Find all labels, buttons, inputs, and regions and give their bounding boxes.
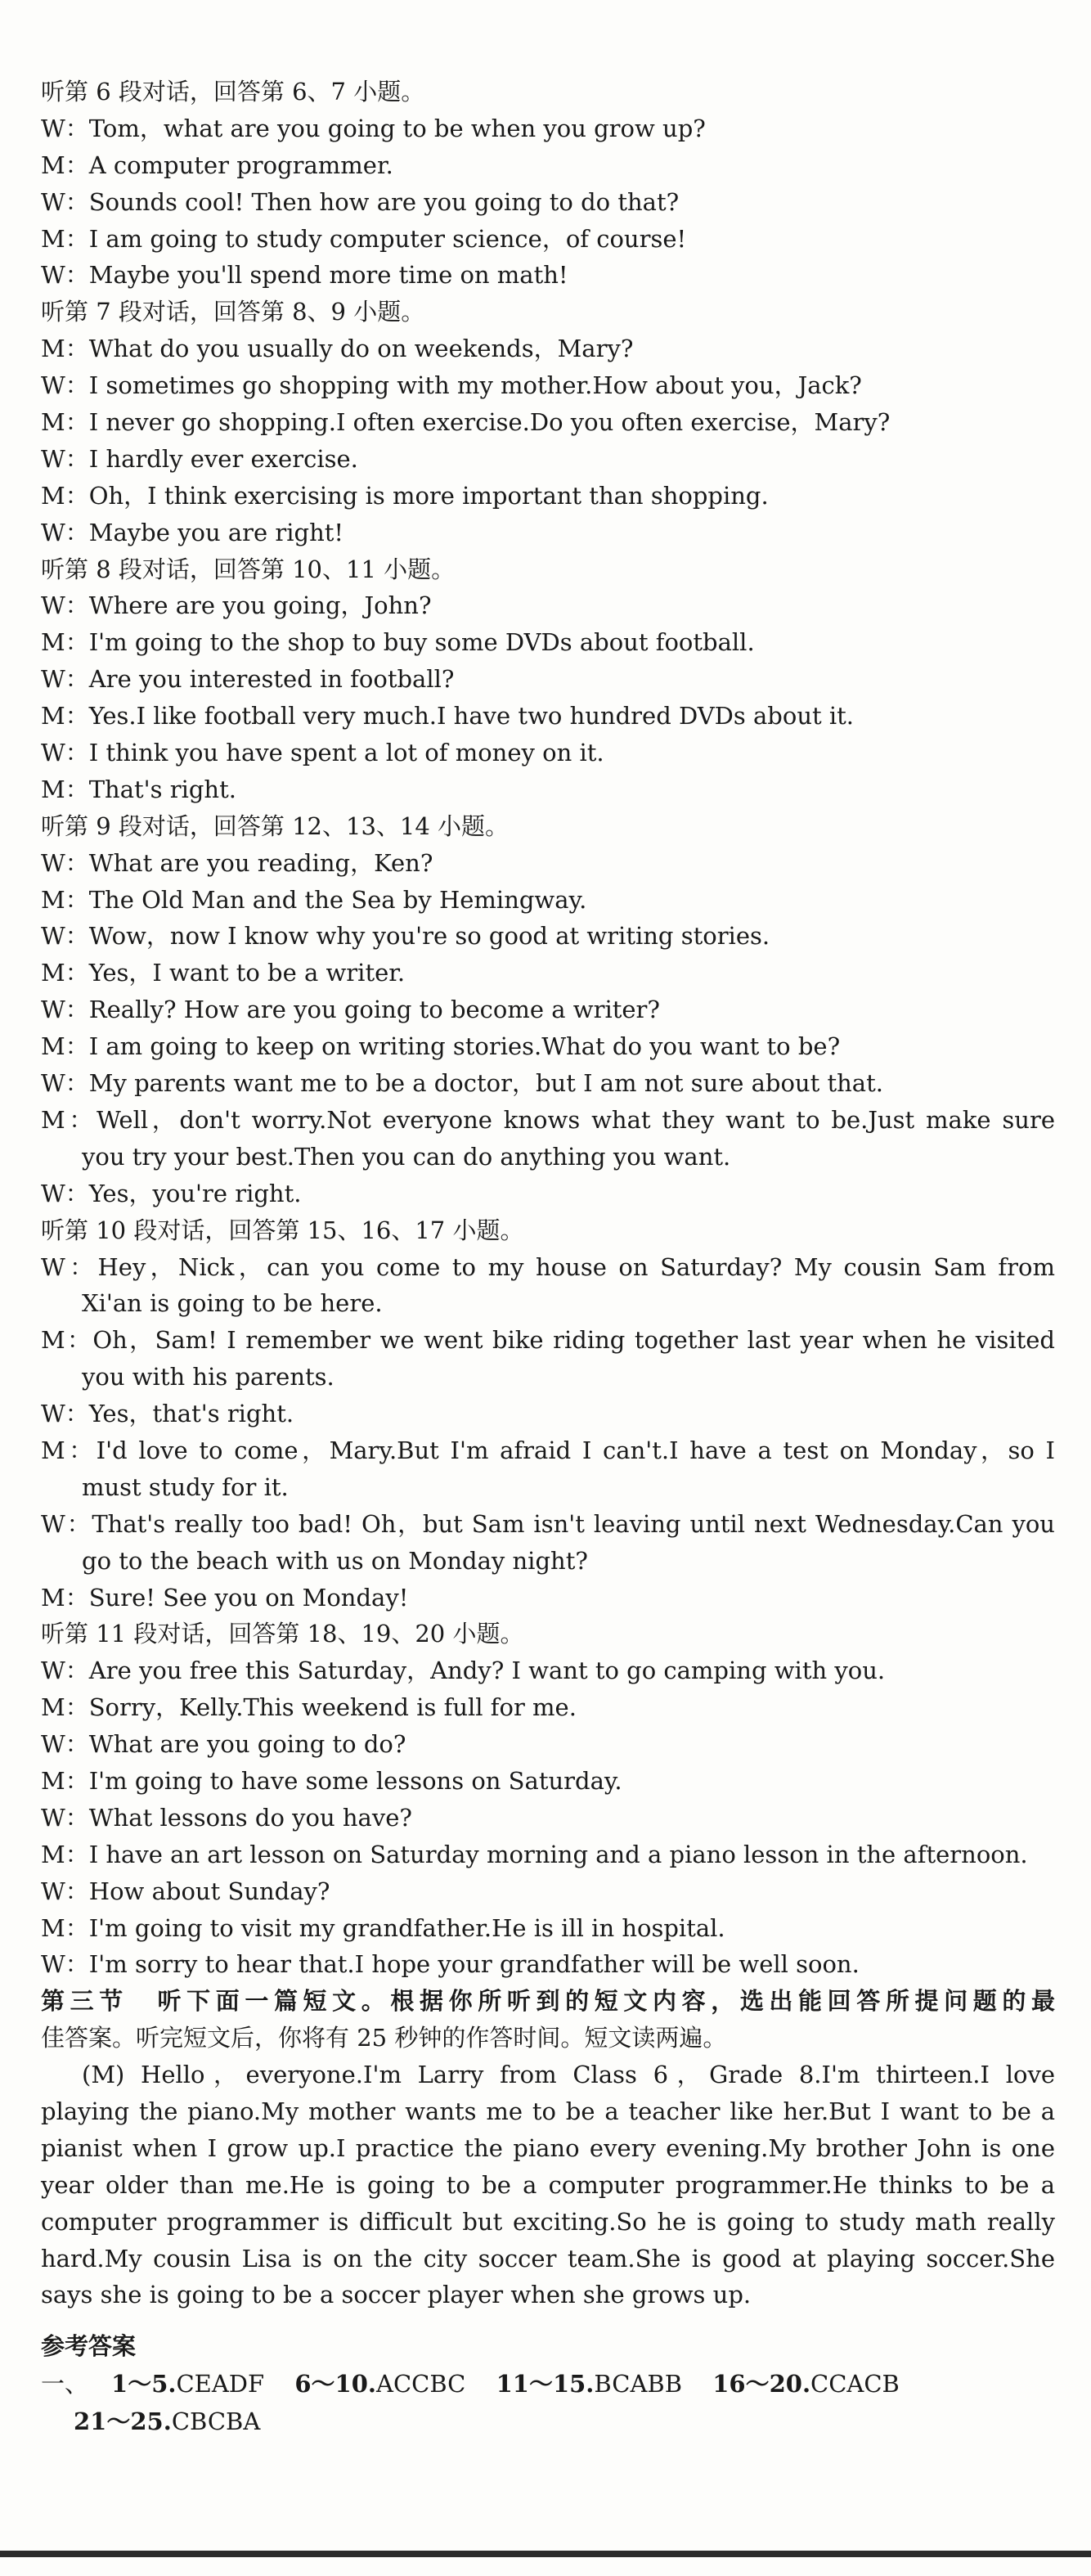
transcript-line: W：I think you have spent a lot of money on it. xyxy=(41,739,604,767)
transcript-line: M：Oh，Sam! I remember we went bike riding together last year when he visited xyxy=(41,1326,1055,1355)
transcript-line: M：I'm going to visit my grandfather.He is ill in hospital. xyxy=(41,1913,725,1942)
transcript-line: W：What are you reading，Ken? xyxy=(41,848,433,877)
transcript-line: you try your best.Then you can do anything you want. xyxy=(82,1142,731,1171)
bottom-rule xyxy=(0,2551,1091,2557)
transcript-line: M：Oh，I think exercising is more important than shopping. xyxy=(41,481,769,510)
answer-keys: ACCBC xyxy=(376,2370,466,2398)
answer-range: 11～15. xyxy=(496,2370,595,2398)
transcript-line: pianist when I grow up.I practice the piano every evening.My brother John is one xyxy=(41,2133,1055,2162)
transcript-line: W：I hardly ever exercise. xyxy=(41,444,358,473)
transcript-line: (M) Hello，everyone.I'm Larry from Class 6，Grade 8.I'm thirteen.I love xyxy=(82,2061,1055,2089)
transcript-line: M：I'd love to come，Mary.But I'm afraid I can't.I have a test on Monday，so I xyxy=(41,1436,1055,1464)
transcript-line: Xi'an is going to be here. xyxy=(82,1289,383,1318)
transcript-line: W：What lessons do you have? xyxy=(41,1803,412,1832)
transcript-line: M：I am going to study computer science，of course! xyxy=(41,224,687,253)
answer-row-2 xyxy=(41,2403,1055,2440)
transcript-line: M：I'm going to the shop to buy some DVDs about football. xyxy=(41,628,755,657)
transcript-line: W：Sounds cool! Then how are you going to do that? xyxy=(41,187,680,216)
transcript-line: you with his parents. xyxy=(82,1363,334,1391)
transcript-line: M：Sure! See you on Monday! xyxy=(41,1583,409,1612)
transcript-line: W：Hey，Nick，can you come to my house on Saturday? My cousin Sam from xyxy=(41,1252,1055,1281)
transcript-line: W：That's really too bad! Oh，but Sam isn't leaving until next Wednesday.Can you xyxy=(41,1509,1055,1538)
transcript-line: M：A computer programmer. xyxy=(41,151,393,179)
transcript-line: W：I sometimes go shopping with my mother.How about you，Jack? xyxy=(41,371,862,400)
transcript-line: computer programmer is difficult but exciting.So he is going to study math really xyxy=(41,2207,1055,2236)
section-heading: 第三节 听下面一篇短文。根据你所听到的短文内容，选出能回答所提问题的最 xyxy=(41,1987,1055,2016)
transcript-line: 听第 8 段对话，回答第 10、11 小题。 xyxy=(41,555,456,583)
answer-keys: CEADF xyxy=(176,2370,265,2398)
transcript-line: W：Yes，you're right. xyxy=(41,1179,302,1207)
transcript-line: W：Maybe you are right! xyxy=(41,518,344,546)
transcript-line: W：Yes，that's right. xyxy=(41,1400,294,1428)
answer-range: 1～5. xyxy=(111,2370,177,2398)
transcript-line: M：I'm going to have some lessons on Saturday. xyxy=(41,1766,622,1795)
transcript-line: W：Are you interested in football? xyxy=(41,665,455,694)
transcript-line: M：I am going to keep on writing stories.What do you want to be? xyxy=(41,1032,841,1061)
transcript-line: W：Really? How are you going to become a writer? xyxy=(41,996,660,1024)
answer-keys: CBCBA xyxy=(171,2407,261,2435)
transcript-line: M：Yes.I like football very much.I have two hundred DVDs about it. xyxy=(41,702,855,731)
transcript-line: M：The Old Man and the Sea by Hemingway. xyxy=(41,885,587,914)
transcript-line: W：Wow，now I know why you're so good at writing stories. xyxy=(41,922,770,951)
transcript-line: M：What do you usually do on weekends，Mary? xyxy=(41,335,634,363)
transcript-line: M：Well，don't worry.Not everyone knows what they want to be.Just make sure xyxy=(41,1105,1055,1134)
transcript-line: W：Are you free this Saturday，Andy? I want to go camping with you. xyxy=(41,1657,886,1685)
transcript-line: says she is going to be a soccer player when she grows up. xyxy=(41,2281,752,2309)
transcript-line: M：I never go shopping.I often exercise.Do you often exercise，Mary? xyxy=(41,408,891,437)
transcript-line: W：Tom，what are you going to be when you grow up? xyxy=(41,114,706,142)
transcript-line: 听第 11 段对话，回答第 18、19、20 小题。 xyxy=(41,1620,524,1648)
transcript-line: 听第 10 段对话，回答第 15、16、17 小题。 xyxy=(41,1216,524,1244)
transcript-line: 听第 7 段对话，回答第 8、9 小题。 xyxy=(41,298,425,326)
transcript-line: W：Where are you going，John? xyxy=(41,591,432,620)
answer-range: 21～25. xyxy=(74,2407,172,2435)
transcript-line: 听第 9 段对话，回答第 12、13、14 小题。 xyxy=(41,811,510,840)
transcript xyxy=(41,74,1055,2313)
transcript-line: playing the piano.My mother wants me to be a teacher like her.But I want to be a xyxy=(41,2097,1055,2125)
transcript-line: go to the beach with us on Monday night? xyxy=(82,1546,588,1575)
transcript-line: M：That's right. xyxy=(41,775,236,803)
transcript-line: M：Sorry，Kelly.This weekend is full for me. xyxy=(41,1693,577,1722)
answer-range: 6～10. xyxy=(294,2370,377,2398)
transcript-line: M：I have an art lesson on Saturday morning and a piano lesson in the afternoon. xyxy=(41,1840,1028,1868)
transcript-line: W：How about Sunday? xyxy=(41,1877,330,1905)
transcript-line: 听第 6 段对话，回答第 6、7 小题。 xyxy=(41,78,425,106)
transcript-line: W：I'm sorry to hear that.I hope your grandfather will be well soon. xyxy=(41,1950,860,1979)
answer-prefix: 一、 xyxy=(41,2370,89,2398)
transcript-line: year older than me.He is going to be a computer programmer.He thinks to be a xyxy=(41,2170,1055,2199)
answer-row-1 xyxy=(41,2365,1055,2403)
answer-key-title: 参考答案 xyxy=(41,2332,137,2360)
answer-range: 16～20. xyxy=(712,2370,811,2398)
transcript-line: W：My parents want me to be a doctor，but I am not sure about that. xyxy=(41,1069,883,1098)
answer-keys: CCACB xyxy=(810,2370,900,2398)
transcript-line: M：Yes，I want to be a writer. xyxy=(41,959,406,987)
transcript-line: hard.My cousin Lisa is on the city soccer team.She is good at playing soccer.She xyxy=(41,2244,1055,2273)
transcript-line: must study for it. xyxy=(82,1472,289,1501)
transcript-line: 佳答案。听完短文后，你将有 25 秒钟的作答时间。短文读两遍。 xyxy=(41,2024,727,2052)
answer-keys: BCABB xyxy=(594,2370,683,2398)
transcript-line: W：What are you going to do? xyxy=(41,1730,406,1759)
answer-key xyxy=(41,2327,1055,2440)
transcript-line: W：Maybe you'll spend more time on math! xyxy=(41,261,568,290)
